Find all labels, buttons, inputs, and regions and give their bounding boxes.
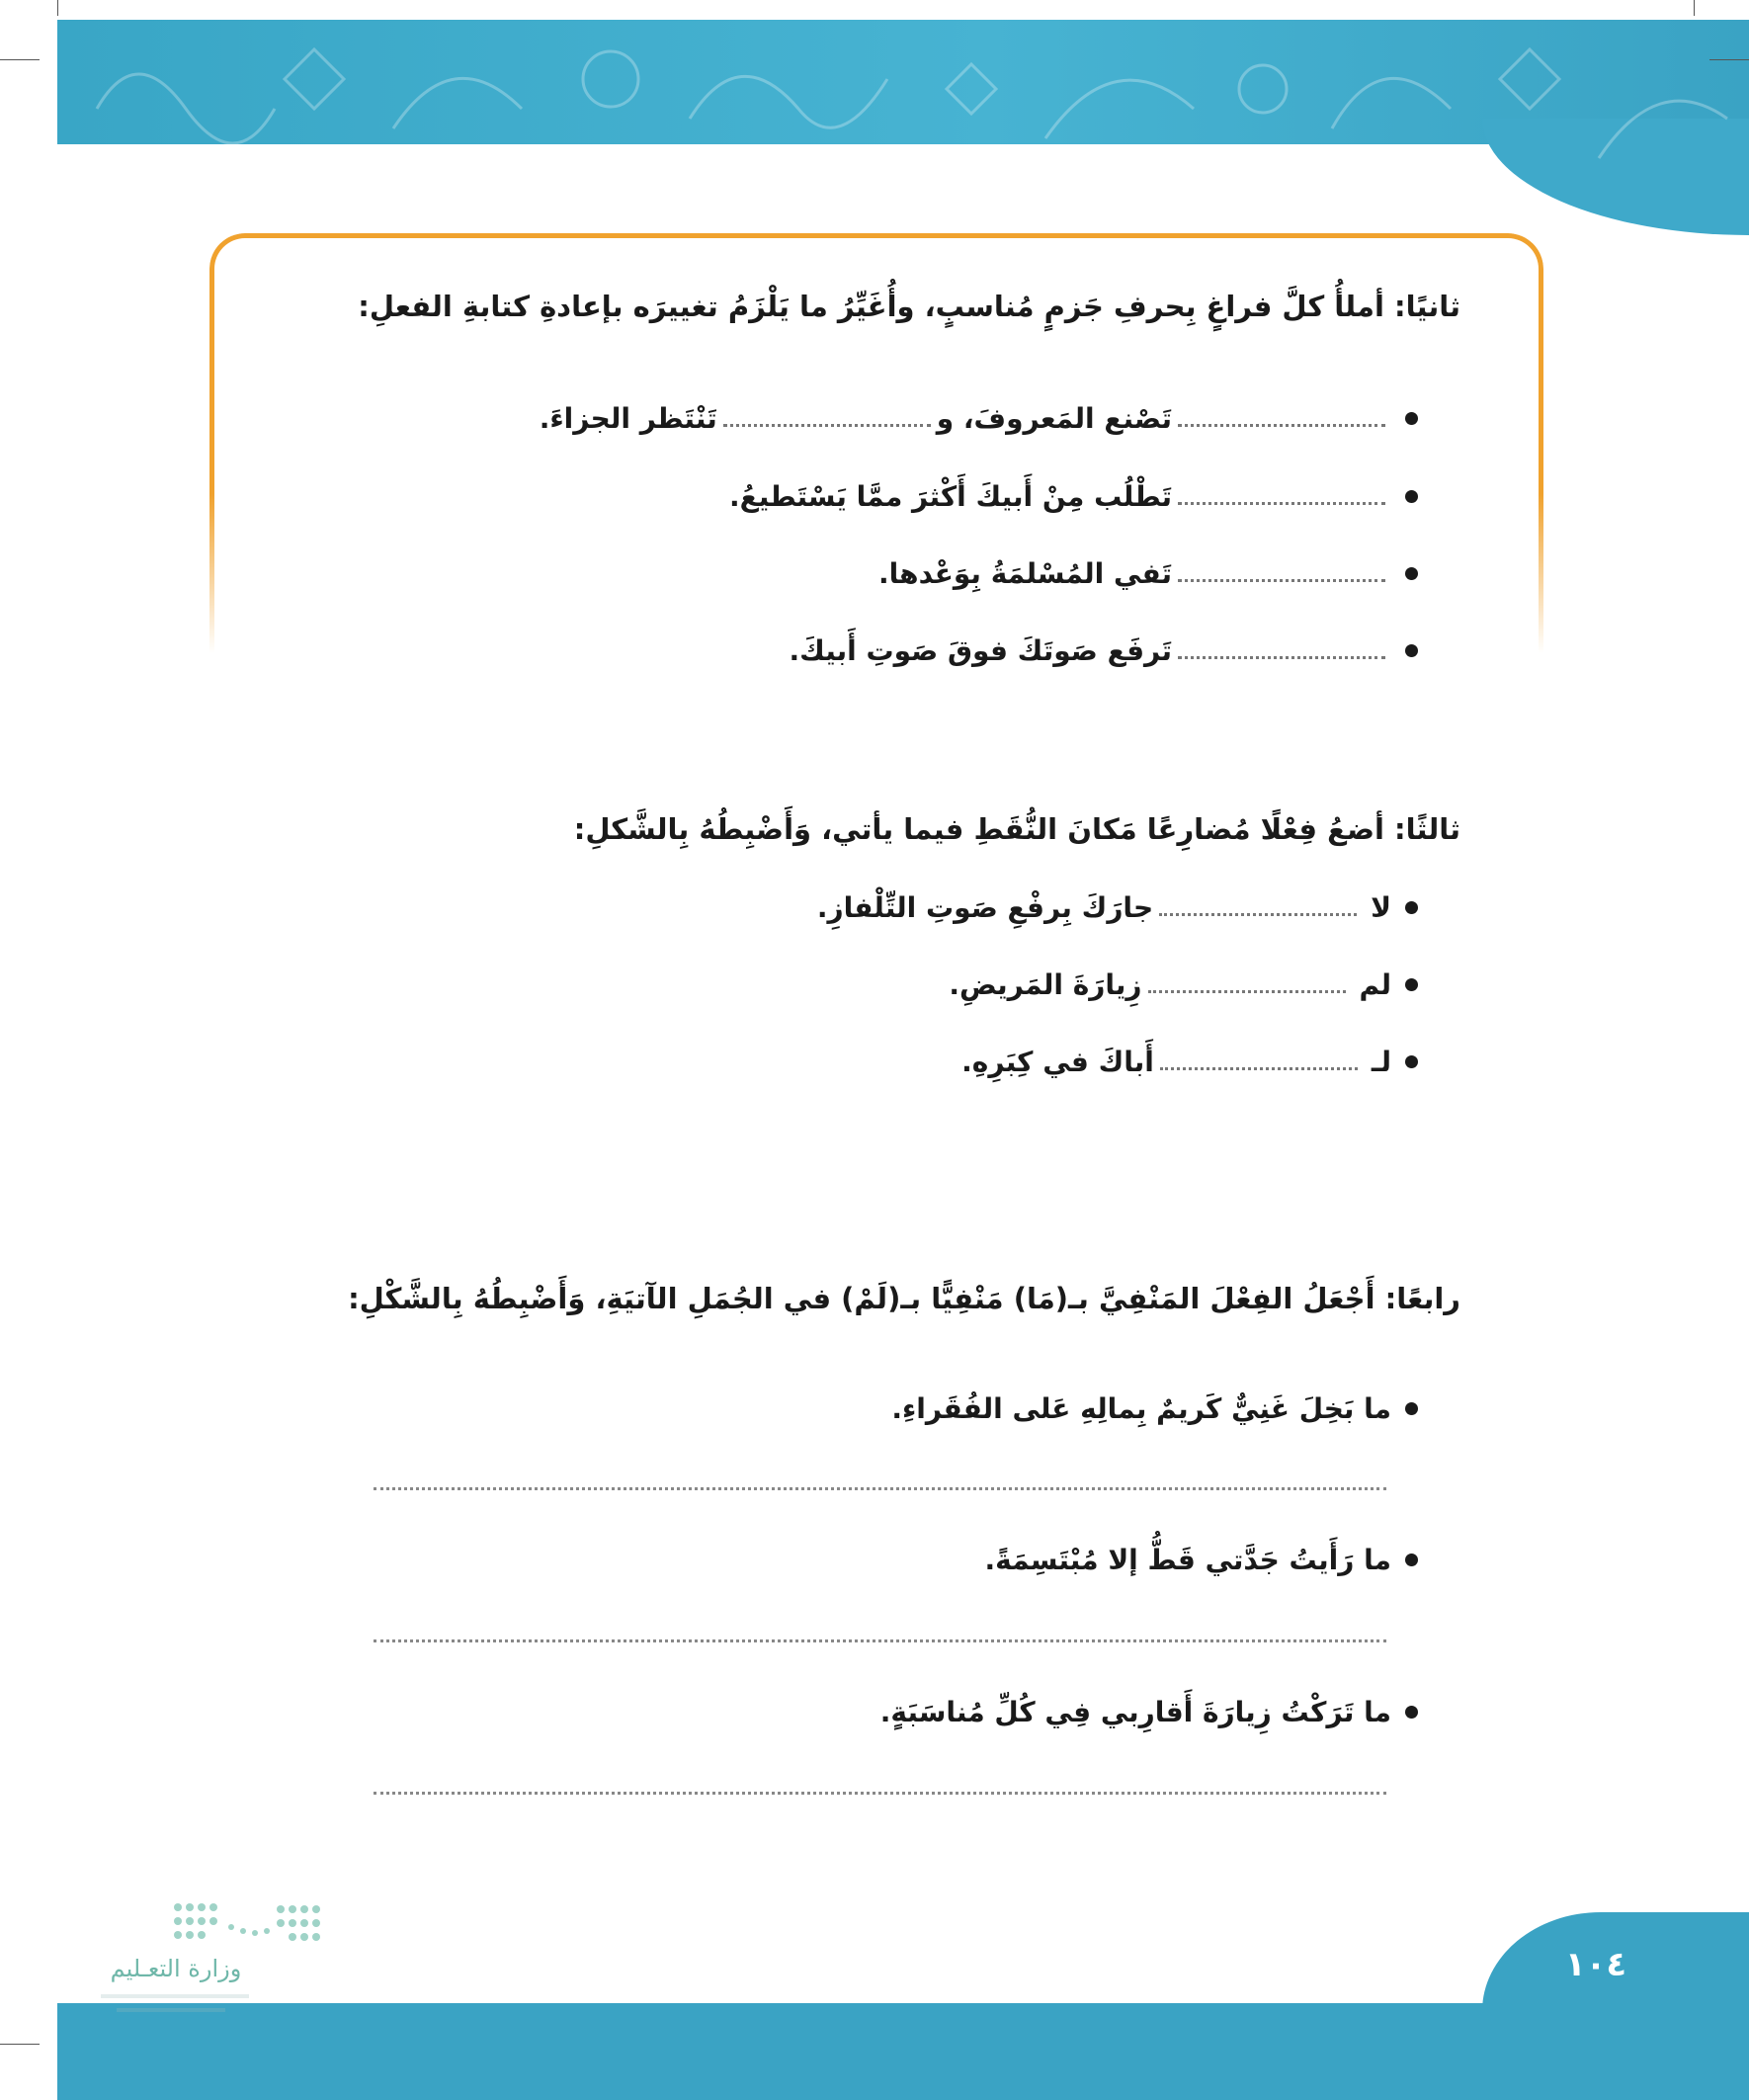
exercise-item xyxy=(891,1384,1418,1433)
crop-mark xyxy=(0,59,40,60)
bullet-icon xyxy=(1405,567,1418,580)
item-lead: لم xyxy=(1359,967,1391,1001)
section-4-title: رابعًا: أَجْعَلُ الفِعْلَ المَنْفِيَّ بـ(مَا) مَنْفِيًّا بـ(لَمْ) في الجُمَلِ الآتيَةِ، وَأَضْبِطُهُ بِالشَّكْلِ: xyxy=(348,1282,1460,1315)
crop-mark xyxy=(1694,0,1695,16)
bullet-icon xyxy=(1405,1402,1418,1415)
blank-field[interactable] xyxy=(1178,656,1385,659)
arabesque-pattern-icon xyxy=(57,20,1749,217)
item-lead: لـ xyxy=(1371,1045,1391,1078)
item-text: تَفي المُسْلمَةُ بِوَعْدها. xyxy=(878,556,1172,590)
page-number: ١٠٤ xyxy=(1564,1945,1627,1984)
exercise-item xyxy=(985,1535,1419,1584)
item-text: زِيارَةَ المَريضِ. xyxy=(949,967,1142,1001)
blank-field[interactable] xyxy=(1159,913,1357,916)
exercise-item xyxy=(880,1687,1418,1736)
bullet-icon xyxy=(1405,901,1418,914)
blank-field[interactable] xyxy=(1178,579,1385,582)
section-3-title: ثالثًا: أضعُ فِعْلًا مُضارِعًا مَكانَ النُّقَطِ فيما يأتي، وَأَضْبِطُهُ بِالشَّكلِ: xyxy=(573,812,1460,846)
footer-band xyxy=(57,2003,1749,2100)
crop-mark xyxy=(57,0,58,16)
blank-field[interactable] xyxy=(1178,424,1385,427)
exercise-item xyxy=(729,471,1418,521)
bullet-icon xyxy=(1405,1554,1418,1566)
bullet-icon xyxy=(1405,412,1418,425)
crop-mark xyxy=(0,2044,40,2045)
item-text: ما بَخِلَ غَنِيٌّ كَريمٌ بِمالِهِ عَلى الفُقَراءِ. xyxy=(891,1391,1391,1425)
item-text: تَطْلُب مِنْ أَبيكَ أَكْثرَ ممَّا يَسْتَطيعُ. xyxy=(729,479,1172,513)
section-2-title: ثانيًا: أملأُ كلَّ فراغٍ بِحرفِ جَزمٍ مُناسبٍ، وأُغَيِّرُ ما يَلْزَمُ تغييرَه بإعادةِ كتابةِ الفعلِ: xyxy=(358,290,1460,323)
exercise-item xyxy=(949,960,1418,1009)
item-text: ما تَرَكْتُ زِيارَةَ أَقارِبي فِي كُلِّ مُناسَبَةٍ. xyxy=(879,1695,1391,1728)
item-text: أَباكَ في كِبَرِهِ. xyxy=(961,1045,1154,1078)
item-lead: لا xyxy=(1371,890,1391,924)
bullet-icon xyxy=(1405,644,1418,657)
item-text: تَنْتَظر الجزاءَ. xyxy=(539,401,717,435)
item-text: تَرفَع صَوتَكَ فوقَ صَوتِ أَبيكَ. xyxy=(789,633,1172,667)
item-text: تَصْنع المَعروفَ، و xyxy=(936,401,1172,435)
bullet-icon xyxy=(1405,978,1418,991)
exercise-item xyxy=(878,548,1418,598)
blank-field[interactable] xyxy=(1178,502,1385,505)
logo-subtext-icon xyxy=(97,1988,255,2024)
crop-mark xyxy=(1709,59,1749,60)
item-text: ما رَأَيتُ جَدَّتي قَطُّ إلا مُبْتَسِمَةً. xyxy=(984,1543,1391,1576)
exercise-item xyxy=(540,393,1418,443)
ministry-logo-icon xyxy=(170,1897,328,1947)
answer-line[interactable] xyxy=(374,1792,1386,1795)
answer-line[interactable] xyxy=(374,1639,1386,1642)
blank-field[interactable] xyxy=(1148,990,1346,993)
bullet-icon xyxy=(1405,1706,1418,1719)
answer-line[interactable] xyxy=(374,1487,1386,1490)
blank-field[interactable] xyxy=(1160,1067,1358,1070)
bullet-icon xyxy=(1405,490,1418,503)
exercise-item xyxy=(961,1037,1418,1086)
exercise-item xyxy=(789,626,1418,675)
item-text: جارَكَ بِرفْعِ صَوتِ التِّلْفازِ. xyxy=(816,890,1154,924)
exercise-item xyxy=(817,882,1418,932)
ministry-name: وزارة التعـليم xyxy=(110,1955,242,1982)
bullet-icon xyxy=(1405,1055,1418,1068)
blank-field[interactable] xyxy=(723,424,931,427)
